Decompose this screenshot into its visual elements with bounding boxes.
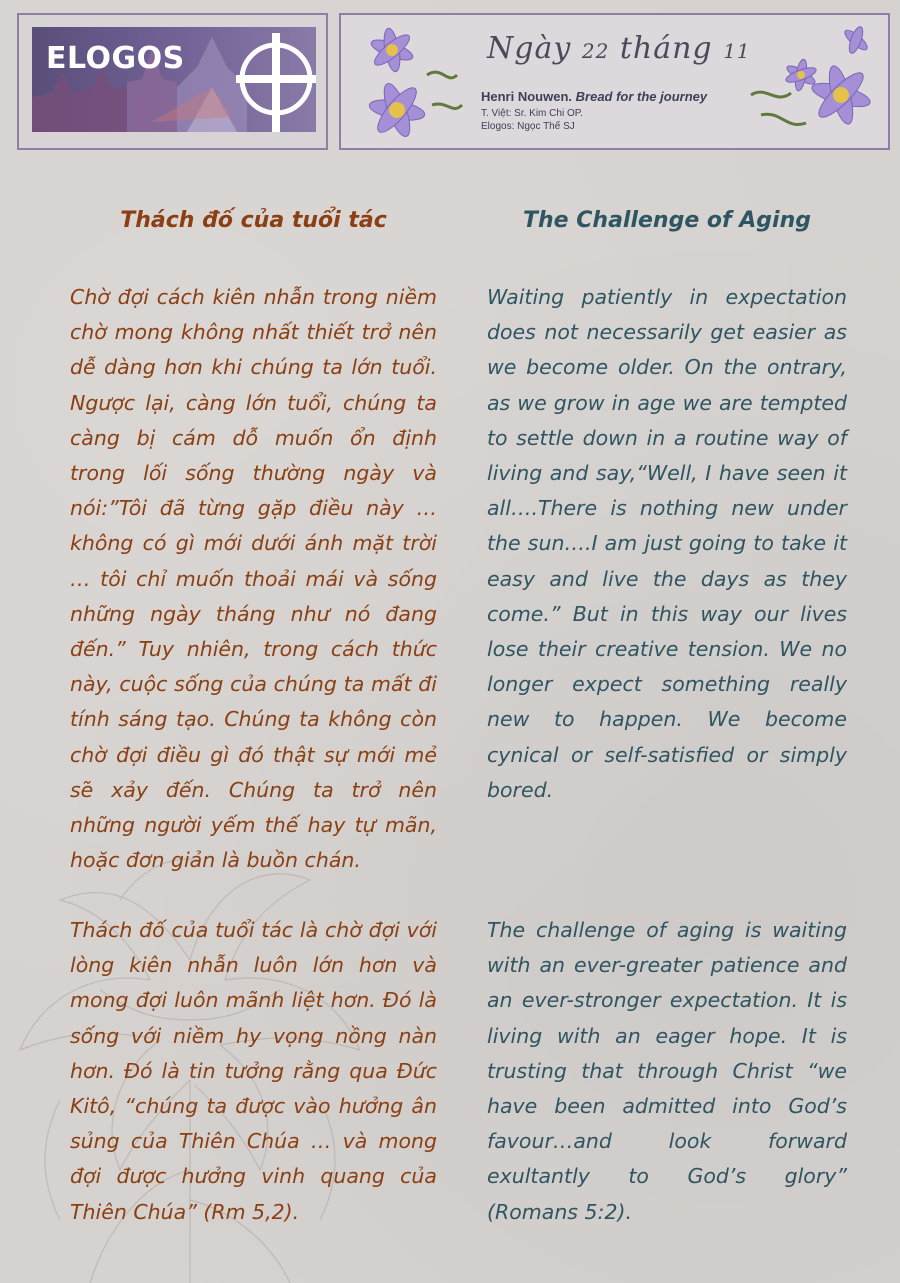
- vietnamese-paragraph-2: Thách đố của tuổi tác là chờ đợi với lòng kiên nhẫn luôn lớn hơn và mong đợi luôn mãnh liệt hơn. Đó là sống với niềm hy vọng nồng nàn hơn. Đó là tin tưởng rằng qua Đức Kitô, “chúng ta được vào hưởng ân sủng của Thiên Chúa … và mong đợi được hưởng vinh quang của Thiên Chúa” (Rm 5,2).: [70, 918, 437, 1224]
- flower-left-icon: [347, 15, 467, 148]
- editor-credit: Elogos: Ngọc Thế SJ: [481, 121, 575, 132]
- flower-right-icon: [741, 15, 886, 148]
- date-title: [487, 31, 751, 66]
- author-credit: [481, 89, 707, 104]
- elogos-logo: [32, 27, 316, 132]
- english-title: The Challenge of Aging: [523, 208, 811, 233]
- date-day: 22: [581, 39, 610, 63]
- english-paragraph-1: Waiting patiently in expectation does not necessarily get easier as we become older. On the ontrary, as we grow in age we are tempted to settle down in a routine way of living and say,“Well, I have seen it all….There is nothing new under the sun….I am just going to take it easy and live the days as they come.” But in this way our lives lose their creative tension. We no longer expect something really new to happen. We become cynical or self-satisfied or simply bored.: [487, 285, 847, 802]
- date-word-day: Ngày: [487, 31, 572, 66]
- book-title: Bread for the journey: [575, 89, 708, 104]
- logo-text: ELOGOS: [46, 41, 185, 76]
- author-name: Henri Nouwen.: [481, 89, 573, 104]
- date-word-month: tháng: [619, 31, 713, 66]
- logo-frame: [17, 13, 328, 150]
- vietnamese-paragraph-1: Chờ đợi cách kiên nhẫn trong niềm chờ mong không nhất thiết trở nên dễ dàng hơn khi chúng ta lớn tuổi. Ngược lại, càng lớn tuổi, chúng ta càng bị cám dỗ muốn ổn định trong lối sống thường ngày và nói:”Tôi đã từng gặp điều này … không có gì mới dưới ánh mặt trời … tôi chỉ muốn thoải mái và sống những ngày tháng như nó đang đến.” Tuy nhiên, trong cách thức này, cuộc sống của chúng ta mất đi tính sáng tạo. Chúng ta không còn chờ đợi điều gì đó thật sự mới mẻ sẽ xảy đến. Chúng ta trở nên những người yếm thế hay tự mãn, hoặc đơn giản là buồn chán.: [70, 285, 437, 873]
- english-paragraph-2: The challenge of aging is waiting with an ever-greater patience and an ever-stronger expectation. It is living with an eager hope. It is trusting that through Christ “we have been admitted into God’s favour…and look forward exultantly to God’s glory” (Romans 5:2).: [487, 918, 847, 1224]
- date-month: 11: [723, 39, 751, 63]
- translator-credit: T. Việt: Sr. Kim Chi OP.: [481, 108, 583, 119]
- vietnamese-title: Thách đố của tuổi tác: [120, 208, 387, 233]
- date-banner: [339, 13, 890, 150]
